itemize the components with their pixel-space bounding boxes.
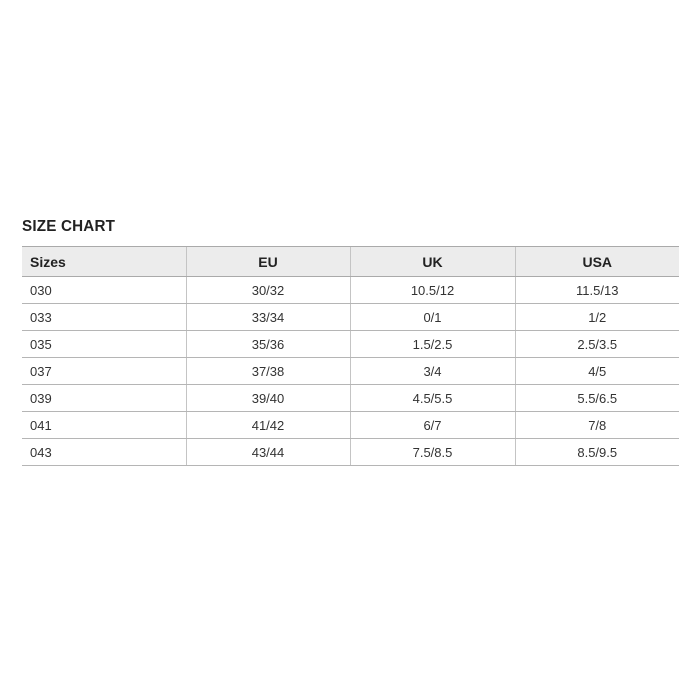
usa-cell: 4/5 (515, 358, 679, 385)
table-row (22, 385, 679, 412)
uk-cell: 1.5/2.5 (350, 331, 515, 358)
usa-cell: 11.5/13 (515, 277, 679, 304)
uk-cell: 0/1 (350, 304, 515, 331)
column-header-usa: USA (515, 247, 679, 277)
table-row (22, 412, 679, 439)
size-chart-title: SIZE CHART (22, 218, 116, 235)
eu-cell: 43/44 (186, 439, 350, 466)
eu-cell: 37/38 (186, 358, 350, 385)
table-row (22, 304, 679, 331)
uk-cell: 3/4 (350, 358, 515, 385)
size-cell: 039 (22, 385, 186, 412)
table-row (22, 358, 679, 385)
uk-cell: 4.5/5.5 (350, 385, 515, 412)
table-row (22, 277, 679, 304)
column-header-eu: EU (186, 247, 350, 277)
size-cell: 030 (22, 277, 186, 304)
eu-cell: 33/34 (186, 304, 350, 331)
usa-cell: 2.5/3.5 (515, 331, 679, 358)
column-header-uk: UK (350, 247, 515, 277)
usa-cell: 1/2 (515, 304, 679, 331)
eu-cell: 30/32 (186, 277, 350, 304)
size-cell: 037 (22, 358, 186, 385)
uk-cell: 10.5/12 (350, 277, 515, 304)
size-cell: 035 (22, 331, 186, 358)
table-row (22, 331, 679, 358)
uk-cell: 6/7 (350, 412, 515, 439)
eu-cell: 35/36 (186, 331, 350, 358)
eu-cell: 41/42 (186, 412, 350, 439)
eu-cell: 39/40 (186, 385, 350, 412)
column-header-sizes: Sizes (22, 247, 186, 277)
table-row (22, 439, 679, 466)
size-chart-table (22, 246, 679, 466)
table-header-row (22, 247, 679, 277)
usa-cell: 7/8 (515, 412, 679, 439)
usa-cell: 8.5/9.5 (515, 439, 679, 466)
size-cell: 041 (22, 412, 186, 439)
usa-cell: 5.5/6.5 (515, 385, 679, 412)
size-cell: 043 (22, 439, 186, 466)
size-cell: 033 (22, 304, 186, 331)
uk-cell: 7.5/8.5 (350, 439, 515, 466)
